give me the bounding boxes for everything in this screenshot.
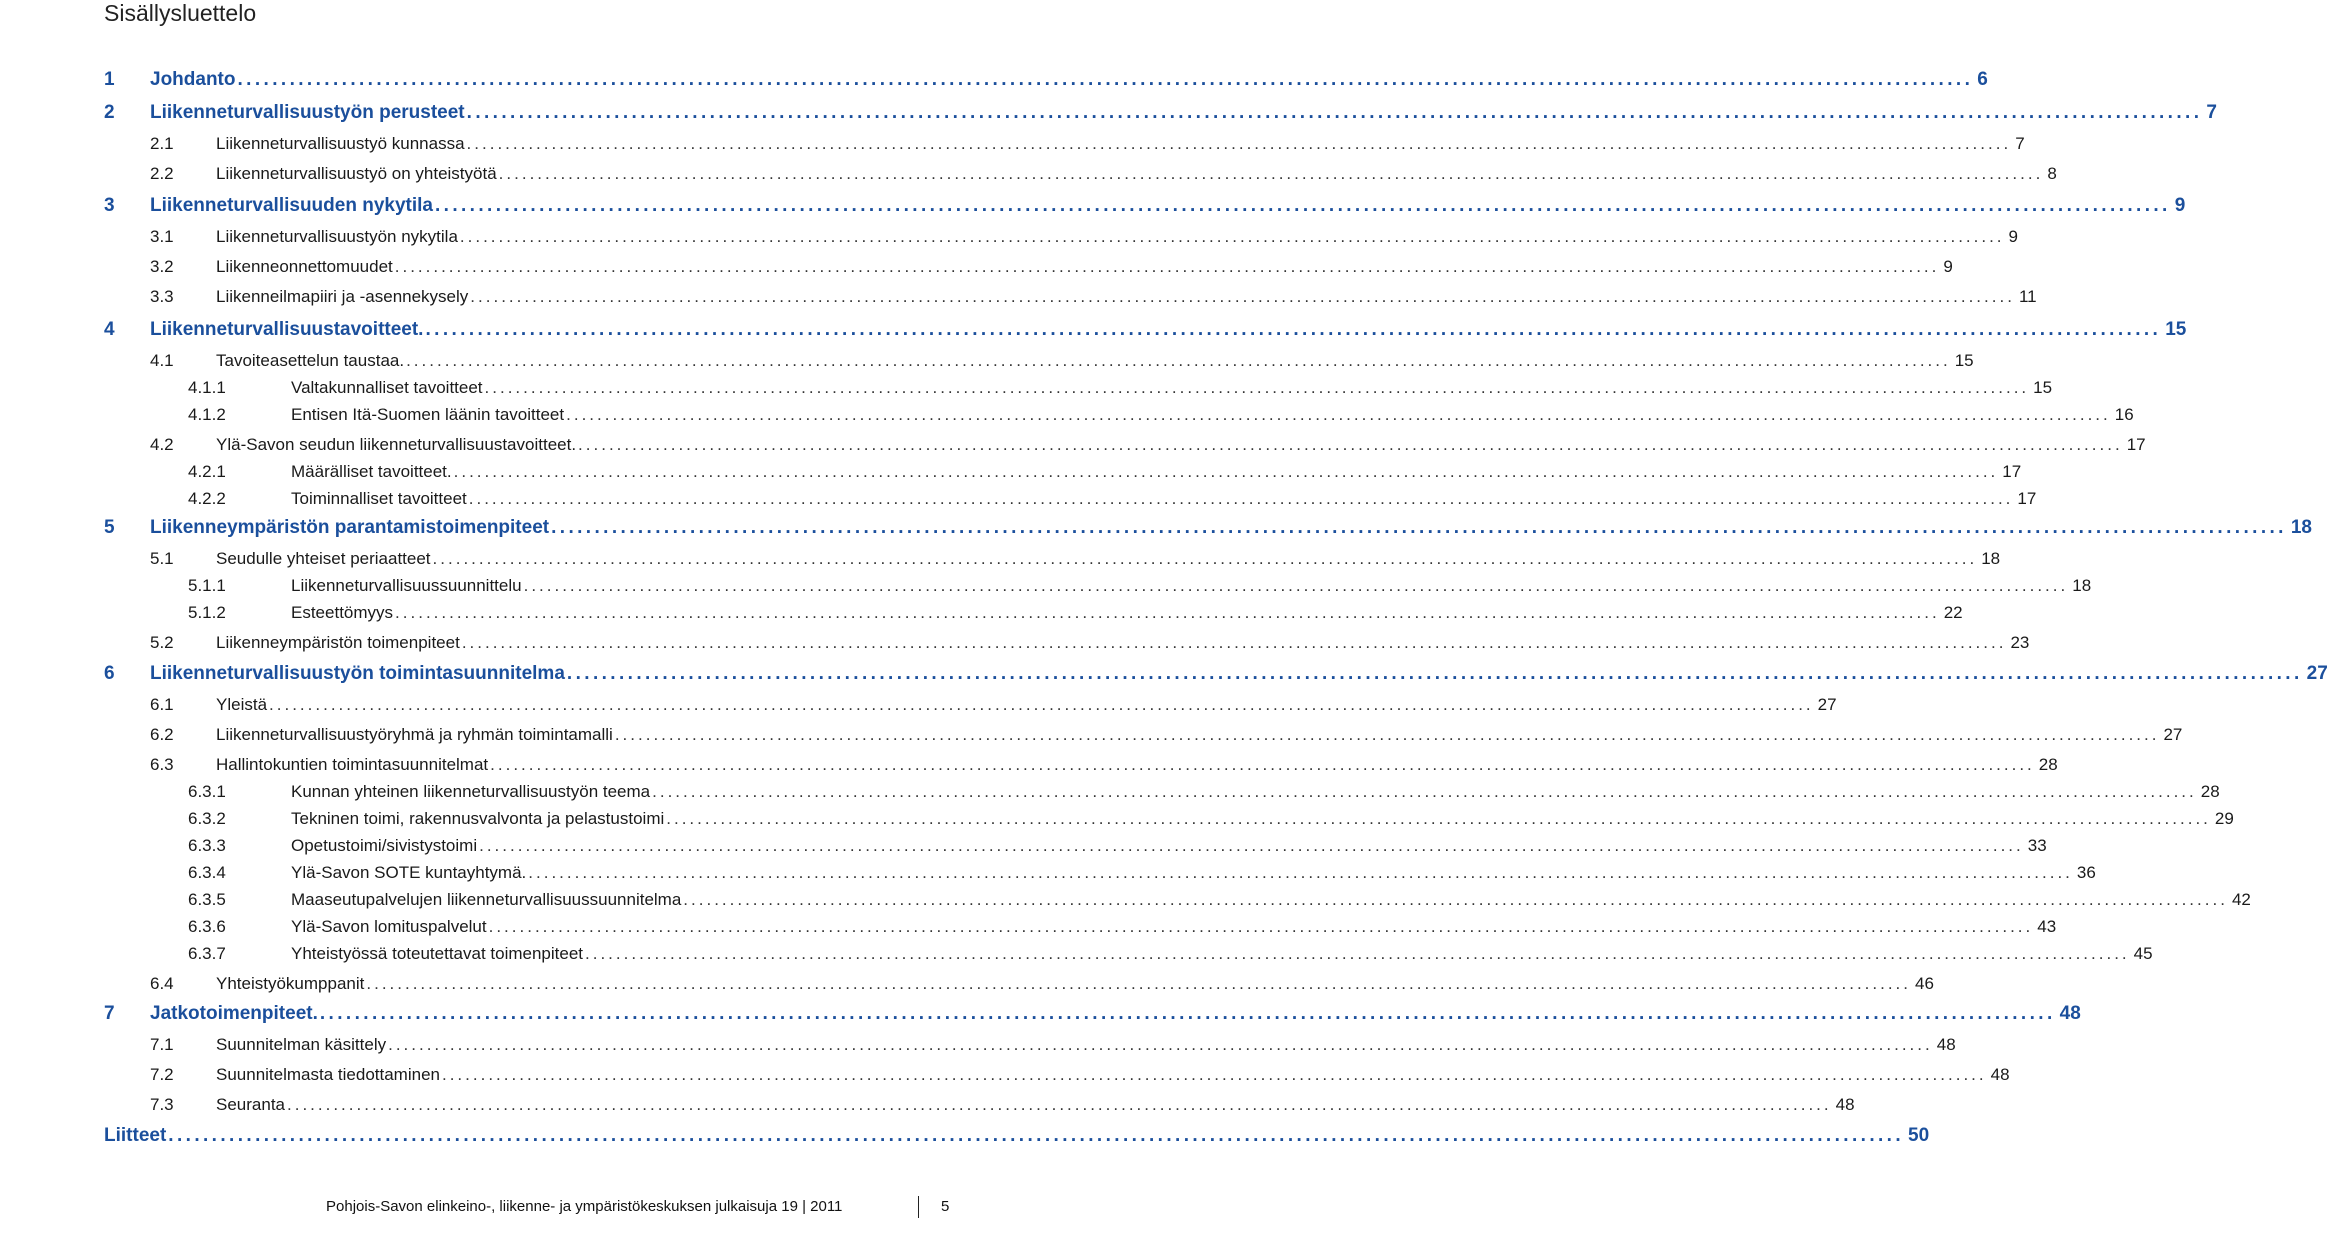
toc-dot-leader: ........................................................................................................................................................................................................ [395,603,1940,622]
toc-dot-leader: ........................................................................................................................................................................................................ [441,1065,1987,1084]
toc-entry-page: 45 [2133,944,2153,963]
toc-entry-page: 9 [1943,257,1953,276]
toc-entry-page: 7 [2015,134,2025,153]
toc-entry-page: 9 [2008,227,2019,246]
page-title: Sisällysluettelo [104,0,257,26]
toc-entry[interactable] [0,625,2030,652]
toc-entry-page: 46 [1915,974,1934,993]
toc-entry-page: 28 [2038,755,2058,774]
toc-dot-leader: ........................................................................................................................................................................................................ [479,836,2024,855]
toc-entry-page: 27 [2306,663,2328,684]
toc-entry-title: Jatkotoimenpiteet. [150,1003,318,1024]
toc-dot-leader: ........................................................................................................................................................................................................ [490,755,2035,774]
toc-entry-page: 27 [2163,725,2183,744]
toc-entry-number: 1 [104,69,115,90]
toc-dot-leader: ........................................................................................................................................................................................................ [488,917,2034,936]
toc-entry[interactable] [0,882,2251,909]
toc-entry[interactable] [0,747,2058,774]
toc-entry-page: 48 [1936,1035,1956,1054]
toc-dot-leader: ........................................................................................................................................................................................................ [566,663,2303,684]
toc-dot-leader: ........................................................................................................................................................................................................ [434,195,2171,216]
toc-entry[interactable] [0,343,1974,370]
toc-entry-title: Liikenneturvallisuustyön perusteet [150,102,465,123]
toc-entry[interactable] [0,966,1934,993]
toc-dot-leader: ........................................................................................................................................................................................................ [614,725,2160,744]
toc-entry-title: Määrälliset tavoitteet. [291,462,452,481]
footer-divider [918,1196,919,1218]
toc-entry-title: Liikenneturvallisuustyön nykytila [216,227,458,246]
toc-entry-number: 4.2 [150,435,174,454]
toc-entry[interactable] [0,427,2146,454]
toc-dot-leader: ........................................................................................................................................................................................................ [484,378,2030,397]
toc-dot-leader: ........................................................................................................................................................................................................ [683,890,2228,909]
toc-dot-leader: ........................................................................................................................................................................................................ [666,809,2211,828]
toc-dot-leader: ........................................................................................................................................................................................................ [394,257,1940,276]
toc-entry-number: 5.1 [150,549,174,568]
toc-entry-page: 22 [1943,603,1963,622]
toc-entry-number: 3.1 [150,227,174,246]
toc-dot-leader: ........................................................................................................................................................................................................ [432,549,1978,568]
footer-publication-text: Pohjois-Savon elinkeino-, liikenne- ja ympäristökeskuksen julkaisuja 19 | 2011 [326,1198,843,1215]
toc-entry-title: Yhteistyökumppanit [216,974,365,993]
toc-dot-leader: ........................................................................................................................................................................................................ [585,944,2130,963]
toc-entry-title: Toiminnalliset tavoitteet [291,489,467,508]
toc-entry-title: Liikenneturvallisuustyön toimintasuunnitelma [150,663,565,684]
toc-entry-title: Yleistä [216,695,268,714]
toc-entry-number: 6.3.6 [188,917,226,936]
toc-dot-leader: ........................................................................................................................................................................................................ [453,462,1999,481]
toc-entry[interactable] [0,96,2217,123]
toc-entry-number: 6.3.2 [188,809,226,828]
toc-entry-number: 6.4 [150,974,174,993]
page-footer [0,1190,960,1220]
toc-dot-leader: ........................................................................................................................................................................................................ [523,576,2069,595]
toc-entry-page: 23 [2010,633,2030,652]
toc-entry-title: Liikenneilmapiiri ja -asennekysely [216,287,469,306]
toc-dot-leader: ........................................................................................................................................................................................................ [551,517,2287,538]
toc-dot-leader: ........................................................................................................................................................................................................ [466,134,2012,153]
toc-entry[interactable] [0,511,2312,538]
toc-entry-title: Seuranta [216,1095,285,1114]
toc-entry-number: 2.1 [150,134,174,153]
toc-entry-page: 50 [1908,1125,1930,1146]
toc-entry-page: 28 [2200,782,2220,801]
toc-entry-page: 18 [2072,576,2092,595]
toc-entry-number: 4.2.2 [188,489,226,508]
toc-entry-page: 7 [2206,102,2217,123]
toc-entry-title: Entisen Itä-Suomen läänin tavoitteet [291,405,565,424]
toc-entry[interactable] [0,657,2328,684]
toc-entry-page: 9 [2174,195,2186,216]
toc-entry[interactable] [0,936,2153,963]
toc-dot-leader: ........................................................................................................................................................................................................ [468,489,2014,508]
toc-entry-number: 4 [104,319,115,340]
toc-entry-number: 4.2.1 [188,462,226,481]
toc-entry[interactable] [0,1057,2010,1084]
toc-entry[interactable] [0,568,2092,595]
toc-entry-title: Liikenneturvallisuuden nykytila [150,195,433,216]
toc-entry-number: 6.3 [150,755,174,774]
toc-entry[interactable] [0,313,2187,340]
toc-entry-title: Ylä-Savon seudun liikenneturvallisuustavoitteet. [216,435,577,454]
toc-dot-leader: ........................................................................................................................................................................................................ [566,405,2111,424]
toc-entry-title: Liikenneturvallisuustyöryhmä ja ryhmän toimintamalli [216,725,613,744]
toc-entry-page: 42 [2231,890,2251,909]
toc-entry-title: Liikenneympäristön toimenpiteet [216,633,460,652]
toc-entry-title: Liitteet [104,1125,167,1146]
toc-entry-page: 15 [1954,351,1974,370]
toc-entry-number: 5.2 [150,633,174,652]
toc-dot-leader: ........................................................................................................................................................................................................ [461,633,2007,652]
toc-dot-leader: ........................................................................................................................................................................................................ [459,227,2005,246]
toc-entry-number: 3.3 [150,287,174,306]
toc-entry-number: 6.3.7 [188,944,226,963]
toc-entry-number: 7 [104,1003,115,1024]
toc-entry[interactable] [0,855,2096,882]
toc-entry-number: 6.1 [150,695,174,714]
toc-entry[interactable] [0,63,1988,90]
toc-entry-title: Suunnitelmasta tiedottaminen [216,1065,440,1084]
toc-entry-page: 16 [2114,405,2134,424]
toc-entry[interactable] [0,997,2081,1024]
toc-entry-title: Suunnitelman käsittely [216,1035,387,1054]
toc-dot-leader: ........................................................................................................................................................................................................ [269,695,1814,714]
toc-dot-leader: ........................................................................................................................................................................................................ [388,1035,1933,1054]
toc-entry-number: 6.3.3 [188,836,226,855]
toc-entry-page: 15 [2165,319,2187,340]
toc-entry[interactable] [0,541,2001,568]
toc-entry-title: Yhteistyössä toteutettavat toimenpiteet [291,944,584,963]
toc-entry-title: Ylä-Savon lomituspalvelut [291,917,487,936]
footer-page-number: 5 [941,1198,950,1215]
toc-entry-title: Liikenneturvallisuustyö kunnassa [216,134,465,153]
toc-entry-number: 6 [104,663,115,684]
toc-entry-title: Liikenneturvallisuustyö on yhteistyötä [216,164,497,183]
toc-entry[interactable] [0,370,2053,397]
toc-entry-title: Liikenneturvallisuustavoitteet. [150,319,424,340]
toc-entry-page: 48 [2059,1003,2081,1024]
toc-entry-number: 6.3.5 [188,890,226,909]
toc-entry-page: 17 [2017,489,2037,508]
toc-entry[interactable] [0,397,2134,424]
toc-dot-leader: ........................................................................................................................................................................................................ [406,351,1951,370]
toc-entry-page: 29 [2214,809,2234,828]
toc-entry[interactable] [0,828,2047,855]
toc-entry-page: 48 [1835,1095,1855,1114]
toc-entry-number: 5.1.1 [188,576,226,595]
toc-entry[interactable] [0,687,1837,714]
toc-entry-title: Liikenneturvallisuussuunnittelu [291,576,522,595]
toc-dot-leader: ........................................................................................................................................................................................................ [578,435,2123,454]
toc-entry-number: 5.1.2 [188,603,226,622]
toc-entry-title: Liikenneonnettomuudet [216,257,393,276]
toc-entry-title: Seudulle yhteiset periaatteet [216,549,431,568]
toc-dot-leader: ........................................................................................................................................................................................................ [425,319,2162,340]
toc-entry[interactable] [0,1027,1956,1054]
toc-entry[interactable] [0,454,2022,481]
toc-entry[interactable] [0,774,2220,801]
toc-dot-leader: ........................................................................................................................................................................................................ [652,782,2197,801]
toc-entry[interactable] [0,1119,1930,1146]
toc-entry-title: Maaseutupalvelujen liikenneturvallisuussuunnitelma [291,890,682,909]
toc-dot-leader: ........................................................................................................................................................................................................ [319,1003,2056,1024]
toc-entry-title: Opetustoimi/sivistystoimi [291,836,478,855]
toc-entry-number: 2 [104,102,115,123]
toc-entry-page: 18 [1981,549,2001,568]
toc-dot-leader: ........................................................................................................................................................................................................ [528,863,2073,882]
toc-entry-number: 4.1.1 [188,378,226,397]
toc-entry[interactable] [0,126,2025,153]
toc-entry[interactable] [0,1087,1855,1114]
toc-entry-page: 27 [1817,695,1837,714]
toc-entry-title: Kunnan yhteinen liikenneturvallisuustyön teema [291,782,651,801]
toc-entry-number: 4.1.2 [188,405,226,424]
toc-entry[interactable] [0,219,2019,246]
toc-entry-number: 6.3.4 [188,863,226,882]
toc-entry-number: 7.3 [150,1095,174,1114]
toc-entry-title: Valtakunnalliset tavoitteet [291,378,483,397]
toc-entry-page: 43 [2037,917,2057,936]
toc-entry[interactable] [0,279,2037,306]
toc-entry-title: Esteettömyys [291,603,394,622]
toc-dot-leader: ........................................................................................................................................................................................................ [237,69,1974,90]
toc-entry-page: 18 [2290,517,2312,538]
toc-entry-page: 15 [2033,378,2053,397]
toc-entry-page: 11 [2018,287,2037,306]
toc-entry-title: Tavoiteasettelun taustaa. [216,351,405,370]
toc-entry-number: 6.2 [150,725,174,744]
toc-entry-number: 7.1 [150,1035,174,1054]
toc-entry-number: 6.3.1 [188,782,226,801]
toc-entry-title: Ylä-Savon SOTE kuntayhtymä. [291,863,527,882]
toc-dot-leader: ........................................................................................................................................................................................................ [287,1095,1832,1114]
toc-dot-leader: ........................................................................................................................................................................................................ [466,102,2203,123]
toc-entry[interactable] [0,801,2234,828]
toc-entry-number: 2.2 [150,164,174,183]
toc-entry-page: 6 [1977,69,1988,90]
toc-entry[interactable] [0,156,2057,183]
toc-entry-number: 5 [104,517,115,538]
toc-entry-title: Johdanto [150,69,236,90]
toc-entry[interactable] [0,717,2183,744]
toc-entry[interactable] [0,595,1963,622]
toc-entry[interactable] [0,909,2057,936]
toc-entry-number: 7.2 [150,1065,174,1084]
toc-entry-number: 3 [104,195,115,216]
toc-entry[interactable] [0,189,2186,216]
toc-dot-leader: ........................................................................................................................................................................................................ [168,1125,1905,1146]
toc-entry[interactable] [0,481,2037,508]
toc-entry-page: 17 [2126,435,2146,454]
toc-entry-page: 48 [1990,1065,2010,1084]
toc-entry-title: Hallintokuntien toimintasuunnitelmat [216,755,489,774]
toc-entry-title: Tekninen toimi, rakennusvalvonta ja pelastustoimi [291,809,665,828]
toc-dot-leader: ........................................................................................................................................................................................................ [366,974,1912,993]
toc-entry-number: 3.2 [150,257,174,276]
toc-entry-page: 8 [2047,164,2057,183]
toc-entry[interactable] [0,249,1953,276]
toc-entry-title: Liikenneympäristön parantamistoimenpiteet [150,517,550,538]
toc-entry-number: 4.1 [150,351,174,370]
toc-entry-page: 33 [2027,836,2047,855]
toc-entry-page: 36 [2076,863,2096,882]
toc-dot-leader: ........................................................................................................................................................................................................ [470,287,2015,306]
toc-dot-leader: ........................................................................................................................................................................................................ [498,164,2044,183]
toc-entry-page: 17 [2002,462,2022,481]
